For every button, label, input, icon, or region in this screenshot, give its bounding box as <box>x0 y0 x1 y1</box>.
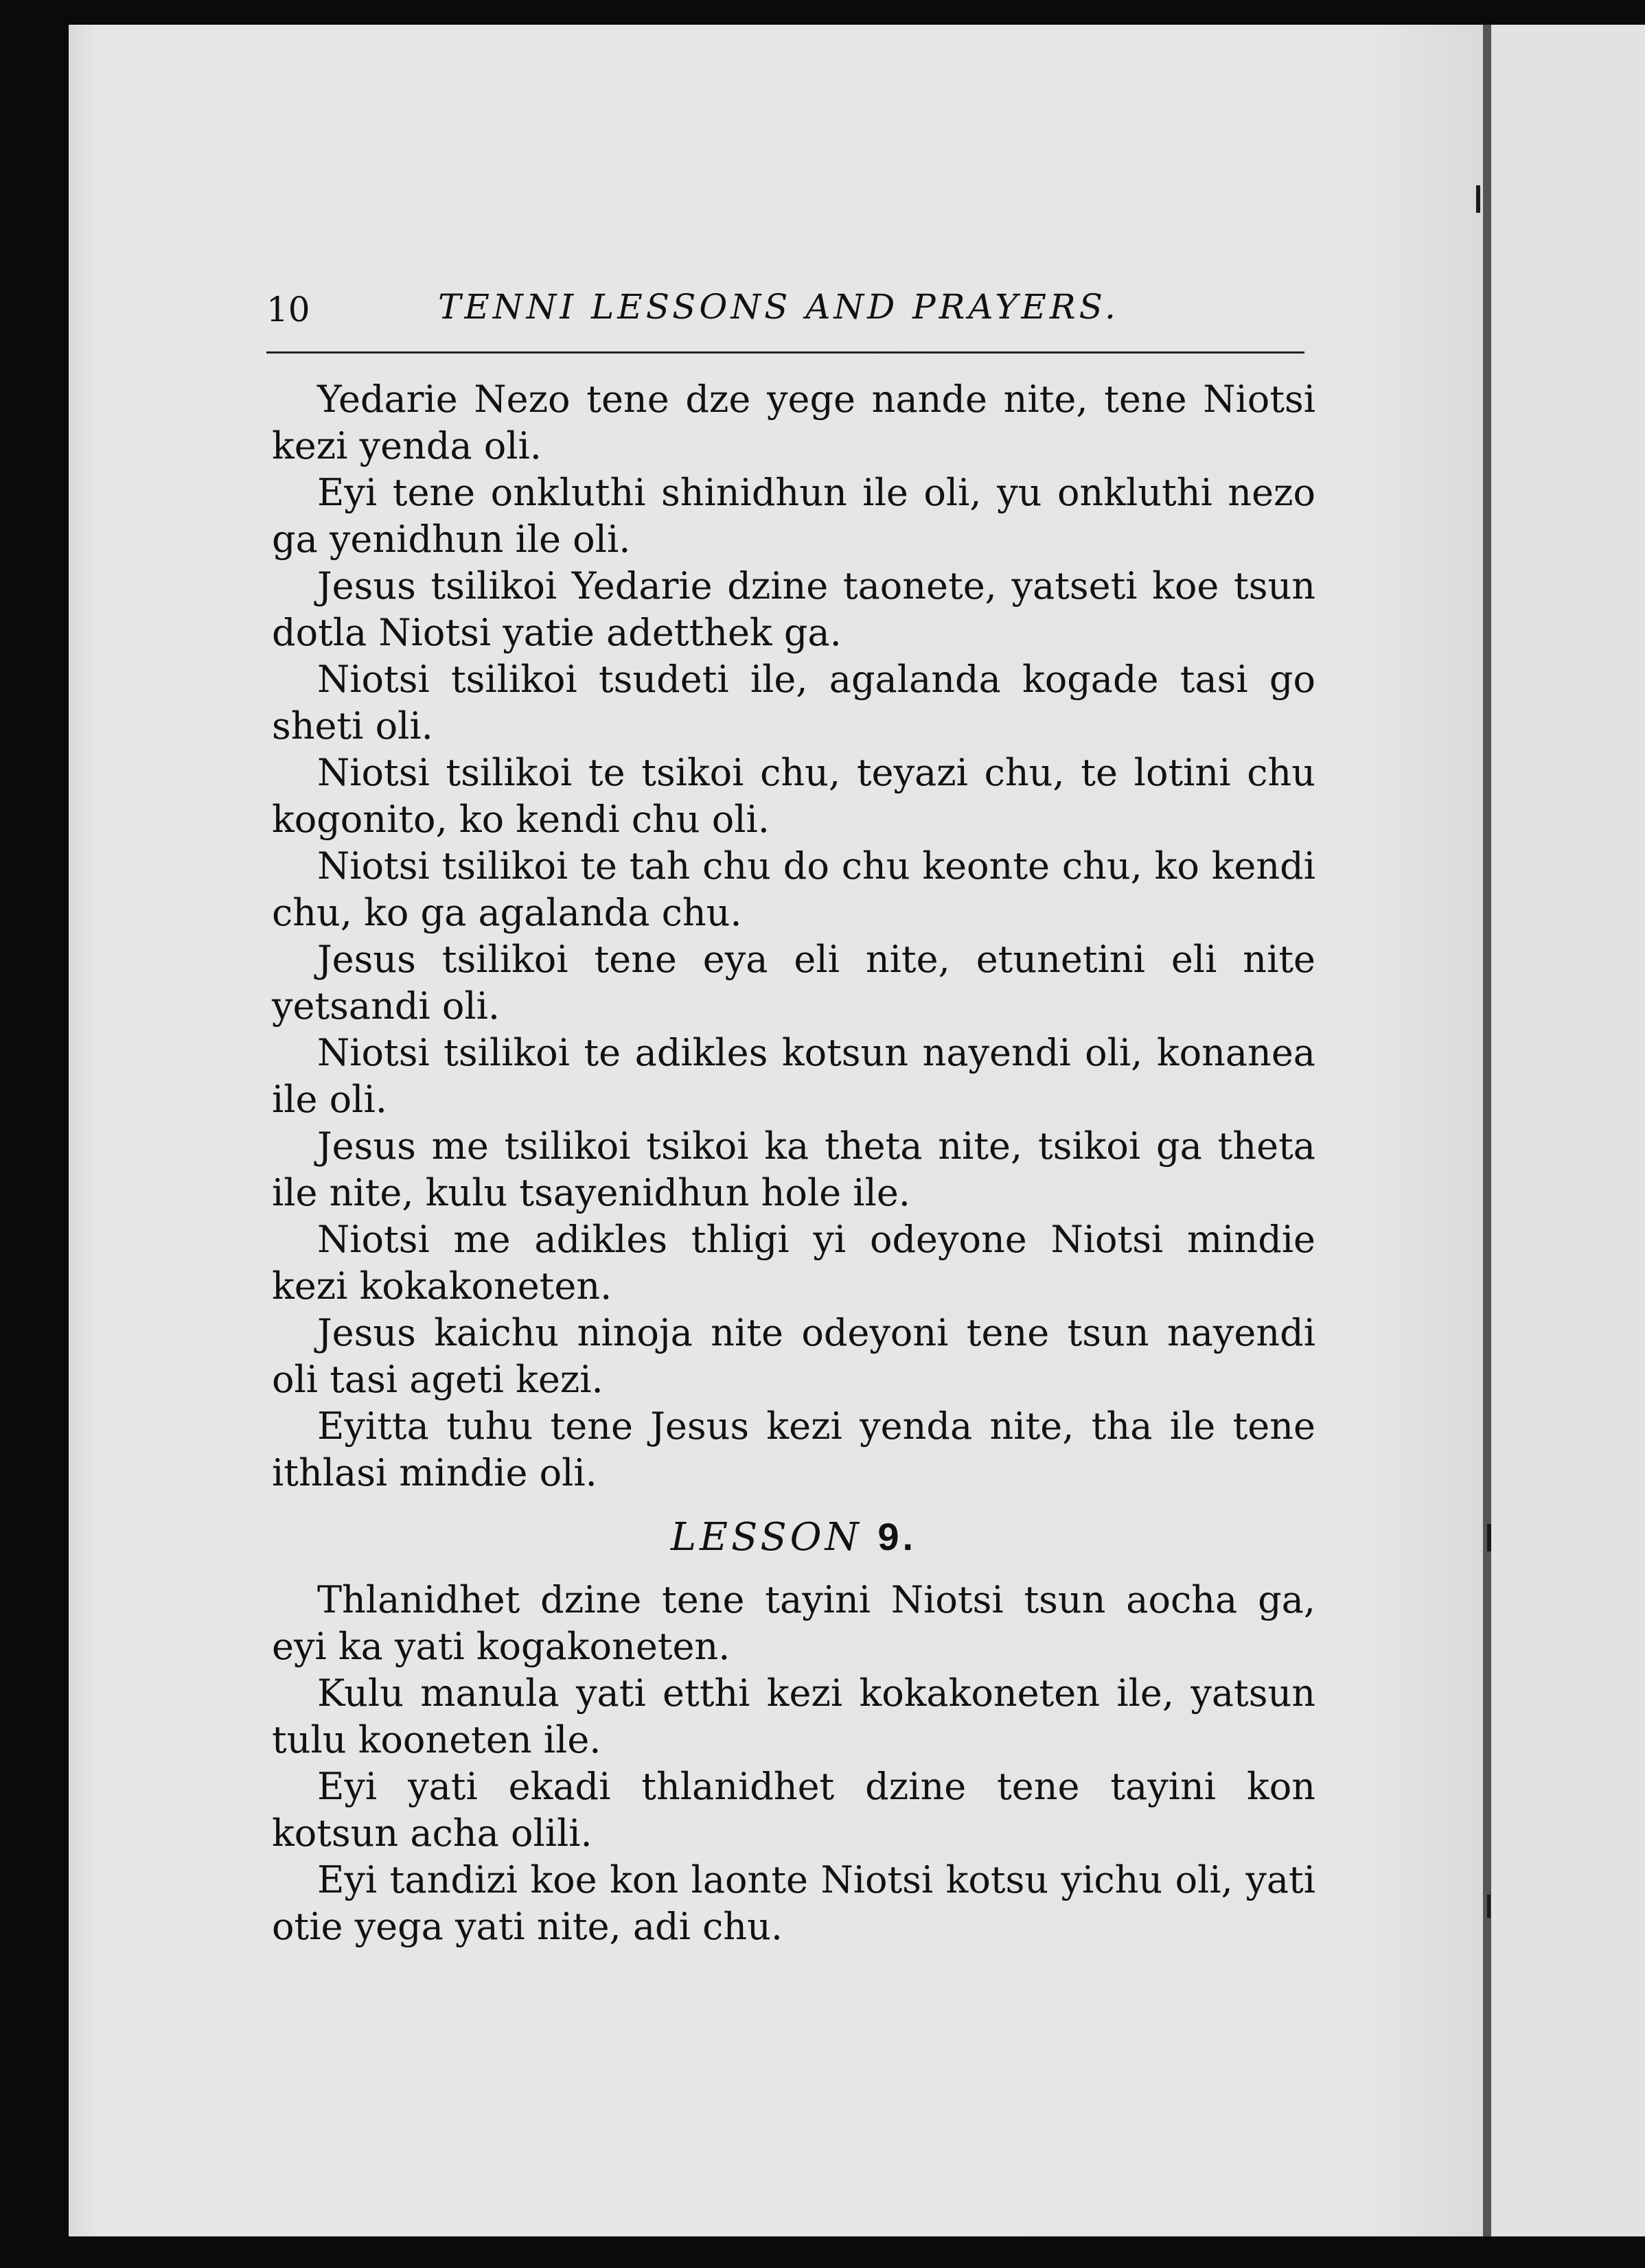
paragraph: Niotsi tsilikoi tsudeti ile, agalanda kogade tasi go sheti oli. <box>272 658 1315 748</box>
paragraph: Jesus me tsilikoi tsikoi ka theta nite, tsikoi ga theta ile nite, kulu tsayenidhun hole ile. <box>272 1124 1315 1214</box>
paragraph: Niotsi tsilikoi te tah chu do chu keonte chu, ko kendi chu, ko ga agalanda chu. <box>272 844 1315 934</box>
paragraph: Eyitta tuhu tene Jesus kezi yenda nite, tha ile tene ithlasi mindie oli. <box>272 1404 1315 1494</box>
page-number: 10 <box>266 290 310 329</box>
edge-mark <box>1487 1524 1491 1551</box>
edge-mark <box>1487 1895 1491 1918</box>
paragraph: Kulu manula yati etthi kezi kokakoneten ile, yatsun tulu kooneten ile. <box>272 1671 1315 1761</box>
paragraph: Yedarie Nezo tene dze yege nande nite, tene Niotsi kezi yenda oli. <box>272 378 1315 467</box>
page-body <box>272 376 1315 1950</box>
paragraph: Eyi tandizi koe kon laonte Niotsi kotsu yichu oli, yati otie yega yati nite, adi chu. <box>272 1858 1315 1948</box>
header-rule <box>266 351 1304 354</box>
lesson-word: LESSON <box>670 1515 862 1560</box>
paragraph: Niotsi me adikles thligi yi odeyone Niotsi mindie kezi kokakoneten. <box>272 1218 1315 1308</box>
running-head <box>266 287 1296 335</box>
adjacent-page-edge <box>1491 25 1645 2236</box>
paragraph: Niotsi tsilikoi te adikles kotsun nayendi oli, konanea ile oli. <box>272 1031 1315 1121</box>
paragraph: Eyi tene onkluthi shinidhun ile oli, yu onkluthi nezo ga yenidhun ile oli. <box>272 471 1315 561</box>
running-title: TENNI LESSONS AND PRAYERS. <box>438 287 1119 327</box>
paragraph: Jesus tsilikoi Yedarie dzine taonete, yatseti koe tsun dotla Niotsi yatie adetthek ga. <box>272 564 1315 654</box>
paragraph: Jesus kaichu ninoja nite odeyoni tene tsun nayendi oli tasi ageti kezi. <box>272 1311 1315 1401</box>
paragraph: Thlanidhet dzine tene tayini Niotsi tsun aocha ga, eyi ka yati kogakoneten. <box>272 1578 1315 1668</box>
paragraph: Jesus tsilikoi tene eya eli nite, etunetini eli nite yetsandi oli. <box>272 938 1315 1028</box>
lesson-number: 9. <box>877 1515 917 1558</box>
edge-mark <box>1476 185 1480 213</box>
paragraph: Eyi yati ekadi thlanidhet dzine tene tayini kon kotsun acha olili. <box>272 1765 1315 1855</box>
lesson-heading <box>272 1513 1315 1562</box>
paragraph: Niotsi tsilikoi te tsikoi chu, teyazi chu, te lotini chu kogonito, ko kendi chu oli. <box>272 751 1315 841</box>
